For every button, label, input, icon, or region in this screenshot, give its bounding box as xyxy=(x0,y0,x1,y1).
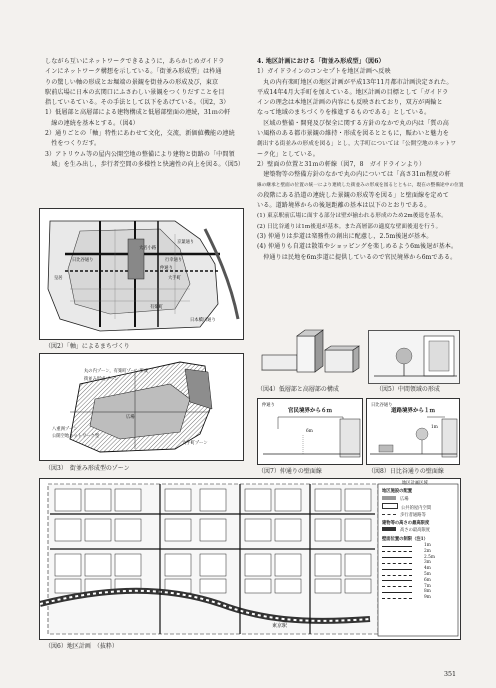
map-label: 大名小路 xyxy=(139,246,157,251)
figure-4-caption: （図4）低層部と高層部の構成 xyxy=(257,386,339,393)
map-label: 行幸通り xyxy=(165,258,183,263)
map-block xyxy=(245,489,271,511)
zone-label: 街並み形成ゾーン xyxy=(84,377,119,382)
legend-swatch xyxy=(382,598,412,599)
map-label: 皇居 xyxy=(54,276,63,281)
map-block xyxy=(345,579,371,593)
text-line: 2）通りごとの「軸」特性にあわせて文化，交流，新価値機能の連続 xyxy=(45,130,235,138)
text-line: インの理念は本地区計画の内容にも反映されており，双方が両輪と xyxy=(257,99,443,107)
map-block xyxy=(345,519,371,541)
right-text-column xyxy=(257,57,464,263)
text-line: なって地域のまちづくりを推進するものである」としている。 xyxy=(257,109,431,117)
legend-item xyxy=(382,527,458,534)
zone-label: 大手町ゾーン xyxy=(182,441,208,446)
district-plan-legend xyxy=(382,481,458,601)
legend-swatch xyxy=(382,575,412,576)
legend-item xyxy=(382,503,458,512)
left-text-column xyxy=(45,57,244,170)
legend-swatch xyxy=(382,569,412,570)
text-line: の段階にある沿道の連続した景観の形成等を図る」と壁面線を定めて xyxy=(257,191,450,199)
legend-swatch xyxy=(382,551,412,552)
map-block xyxy=(275,519,301,541)
figure-3-zone-map xyxy=(39,353,244,461)
fig8-small-label: 日比谷通り xyxy=(371,403,393,408)
map-block xyxy=(315,489,341,511)
legend-item-label: 高さの最高限度 xyxy=(400,528,431,534)
figure-6-district-plan-map xyxy=(39,478,461,640)
legend-swatch xyxy=(382,557,412,558)
text-line: 丸の内有楽町地区の地区計画が平成13年11月都市計画決定された。 xyxy=(257,78,453,86)
wall-setback-legend xyxy=(382,543,458,601)
text-line: 創出する街並みの形成を図る」とし，大手町については「公開空地のネットワ xyxy=(257,141,457,148)
map-block xyxy=(200,489,226,511)
figure-3-caption: （図3） 街並み形成型のゾーン xyxy=(45,465,130,472)
text-line: ーク化」としている。 xyxy=(257,150,319,158)
legend-section-title: 地区施設の配置 xyxy=(382,489,413,495)
map-block xyxy=(315,579,341,593)
legend-item-label: 歩行者通路等 xyxy=(400,512,426,518)
text-line: 域」を生み出し，歩行者空間の多様性と快適性の向上を図る。（図5） xyxy=(45,160,245,168)
legend-item-label: 9m xyxy=(424,595,431,601)
figure-7-nakadori-wall-line xyxy=(257,398,363,465)
legend-swatch xyxy=(382,592,412,593)
figure-6-caption: （図6）地区計画 （抜粋） xyxy=(45,643,118,650)
figure-2-axis-map xyxy=(39,208,244,340)
text-line: 3）アトリウム等の屋内公開空地の整備により建物と街路の「中間領 xyxy=(45,150,235,158)
legend-item-label: 4m xyxy=(424,566,431,572)
map-block xyxy=(200,554,226,576)
text-line: りの驚しい軸の形成とお堀端の景観を街並みの形成及び，東京 xyxy=(45,78,219,86)
figure-4-building-diagram xyxy=(247,328,362,383)
text-line: しながら互いにネットワークできるように，あらかじめガイドラ xyxy=(45,58,225,65)
map-block xyxy=(345,489,371,511)
text-line: 駅前広場に日本の玄関口にふさわしい景観をつくりだすことを目 xyxy=(45,88,225,96)
zone-label: 広場 xyxy=(126,415,135,420)
section-heading: 4. 地区計画における「街並み形成型」（図6） xyxy=(257,58,385,65)
text-line: 1）低層部と高層部による建物構成と低層部壁面の連続，31ｍの軒 xyxy=(45,109,231,117)
legend-swatch xyxy=(382,563,412,564)
legend-swatch xyxy=(382,580,412,581)
map-label: 仲通り xyxy=(160,266,173,271)
legend-item-label: 2m xyxy=(424,548,431,554)
legend-item-label: 1m xyxy=(424,542,431,548)
map-block xyxy=(200,579,226,593)
text-line: 区域の整備・開発及び保全に関する方針のなかで丸の内は「質の高 xyxy=(257,119,450,127)
legend-item-label: 7m xyxy=(424,583,431,589)
text-line: (4) 仲通りも自道は散策やショッピングを楽しめるよう6m後退が基本。 xyxy=(257,243,458,251)
fig7-dimension: 6m xyxy=(306,429,313,434)
map-block xyxy=(115,489,141,511)
map-label: 大手町 xyxy=(168,276,181,281)
text-line: い風格のある都市景観の維持・形成を図るとともに，賑わいと魅力を xyxy=(257,130,450,138)
legend-item xyxy=(382,496,458,503)
map-block xyxy=(55,554,81,576)
legend-item-label: 5m xyxy=(424,571,431,577)
text-line: 平成14年4月大手町を加えている。地区計画の目標として「ガイドラ xyxy=(257,88,449,96)
text-line: 指しているている。その手法として以下をあげている。（図2，3） xyxy=(45,99,230,107)
legend-section-title: 建物等の高さの最高限度 xyxy=(382,521,430,527)
text-line: 線の継承と壁面の位置の統一により連続した街並みの形成を図るとともに，現在の整備途中の位置 xyxy=(257,182,464,188)
map-block xyxy=(55,489,81,511)
fig8-title: 道路境界から１ｍ xyxy=(391,408,436,414)
text-line: (3) 仲通りは歩道は楽務性の創出に配慮し，2.5m後退が基本。 xyxy=(257,233,433,241)
legend-item-label: 公共的屋内空間 xyxy=(401,506,432,512)
map-block xyxy=(165,519,191,541)
text-line: 性をつくりだす。 xyxy=(45,140,101,148)
map-label: 日本橋川通り xyxy=(190,318,216,323)
figure-2-caption: （図2）「軸」によるまちづくり xyxy=(45,343,130,350)
map-block xyxy=(55,579,81,593)
map-block xyxy=(345,554,371,576)
figure-8-caption: （図8）日比谷通りの壁面線 xyxy=(368,468,444,475)
text-line: 仲通りは民地を6m歩道に提供しているので官民境界から6mである。 xyxy=(257,253,457,261)
legend-item-label: 3m xyxy=(424,560,431,566)
fig7-title: 官民境界から６ｍ xyxy=(288,408,333,414)
legend-item-label: 6m xyxy=(424,577,431,583)
text-line: いる。道路境界からの後退距離の基本は以下のとおりである。 xyxy=(257,202,431,210)
hibiya-section xyxy=(367,399,459,464)
map-block xyxy=(275,579,301,593)
figure-8-hibiya-wall-line xyxy=(366,398,460,465)
map-label: 日比谷通り xyxy=(72,258,94,263)
map-block xyxy=(115,554,141,576)
map-label: 京葉通り xyxy=(177,240,195,245)
legend-swatch xyxy=(382,546,412,547)
legend-swatch xyxy=(382,586,412,587)
text-line: (2) 日比谷通りは1m後退が基本。また高層部の適度な壁面後退を行う。 xyxy=(257,223,442,230)
tokyo-station-label: 東京駅 xyxy=(272,623,288,629)
figure-5-caption: （図5）中間領域の形成 xyxy=(376,386,440,393)
zone-label: 八重洲ゾーン xyxy=(52,427,78,432)
map-block xyxy=(85,489,111,511)
map-block xyxy=(315,554,341,576)
text-line: (1) 東京駅前広場に面する部分は壁が揃われる形成のため2m後退を基本。 xyxy=(257,213,447,220)
map-block xyxy=(55,519,81,541)
legend-item xyxy=(382,513,458,519)
page-number: 351 xyxy=(443,671,456,678)
legend-item xyxy=(382,595,458,601)
map-block xyxy=(275,489,301,511)
text-line: 2）壁面の位置と31ｍの軒線（図7，8 ガイドラインより） xyxy=(257,160,426,168)
text-line: インにネットワーク構想を示している。「街並み形成型」は枠通 xyxy=(45,68,222,76)
text-line: 建築物等の整備方針のなかで丸の内については「高さ31ｍ程度の軒 xyxy=(257,171,451,179)
fig8-dimension: 1m xyxy=(431,425,438,430)
intermediate-space-diagram xyxy=(369,331,459,383)
map-block xyxy=(245,579,271,593)
text-line: 線の連続を基本とする。（図4） xyxy=(45,119,139,127)
map-block xyxy=(115,519,141,541)
legend-item-label: 2.5m xyxy=(424,554,435,560)
map-block xyxy=(85,519,111,541)
map-block xyxy=(245,519,271,541)
figure-5-intermediate-space xyxy=(368,330,460,384)
zone-label: 公開空地ネットワーク型 xyxy=(52,434,100,439)
legend-item-label: 広場 xyxy=(400,496,409,502)
legend-section-title: 壁面位置の制限（注1） xyxy=(382,536,428,542)
map-block xyxy=(200,519,226,541)
map-block xyxy=(85,554,111,576)
map-block xyxy=(315,519,341,541)
text-line: 1）ガイドラインのコンセプトを地区計画へ反映 xyxy=(257,68,391,76)
fig7-small-label: 仲通り xyxy=(262,403,275,408)
map-label: 有楽町 xyxy=(150,305,163,310)
building-diagram xyxy=(247,328,362,383)
legend-item-label: 8m xyxy=(424,589,431,595)
map-block xyxy=(275,554,301,576)
zone-label: 丸の内ゾーン，有楽町ゾーン形成 xyxy=(84,369,148,374)
legend-top-label: 地区計画区域 xyxy=(402,481,428,486)
map-block xyxy=(165,554,191,576)
map-block xyxy=(165,489,191,511)
figure-7-caption: （図7）仲通りの壁面線 xyxy=(258,468,322,475)
map-block xyxy=(245,554,271,576)
